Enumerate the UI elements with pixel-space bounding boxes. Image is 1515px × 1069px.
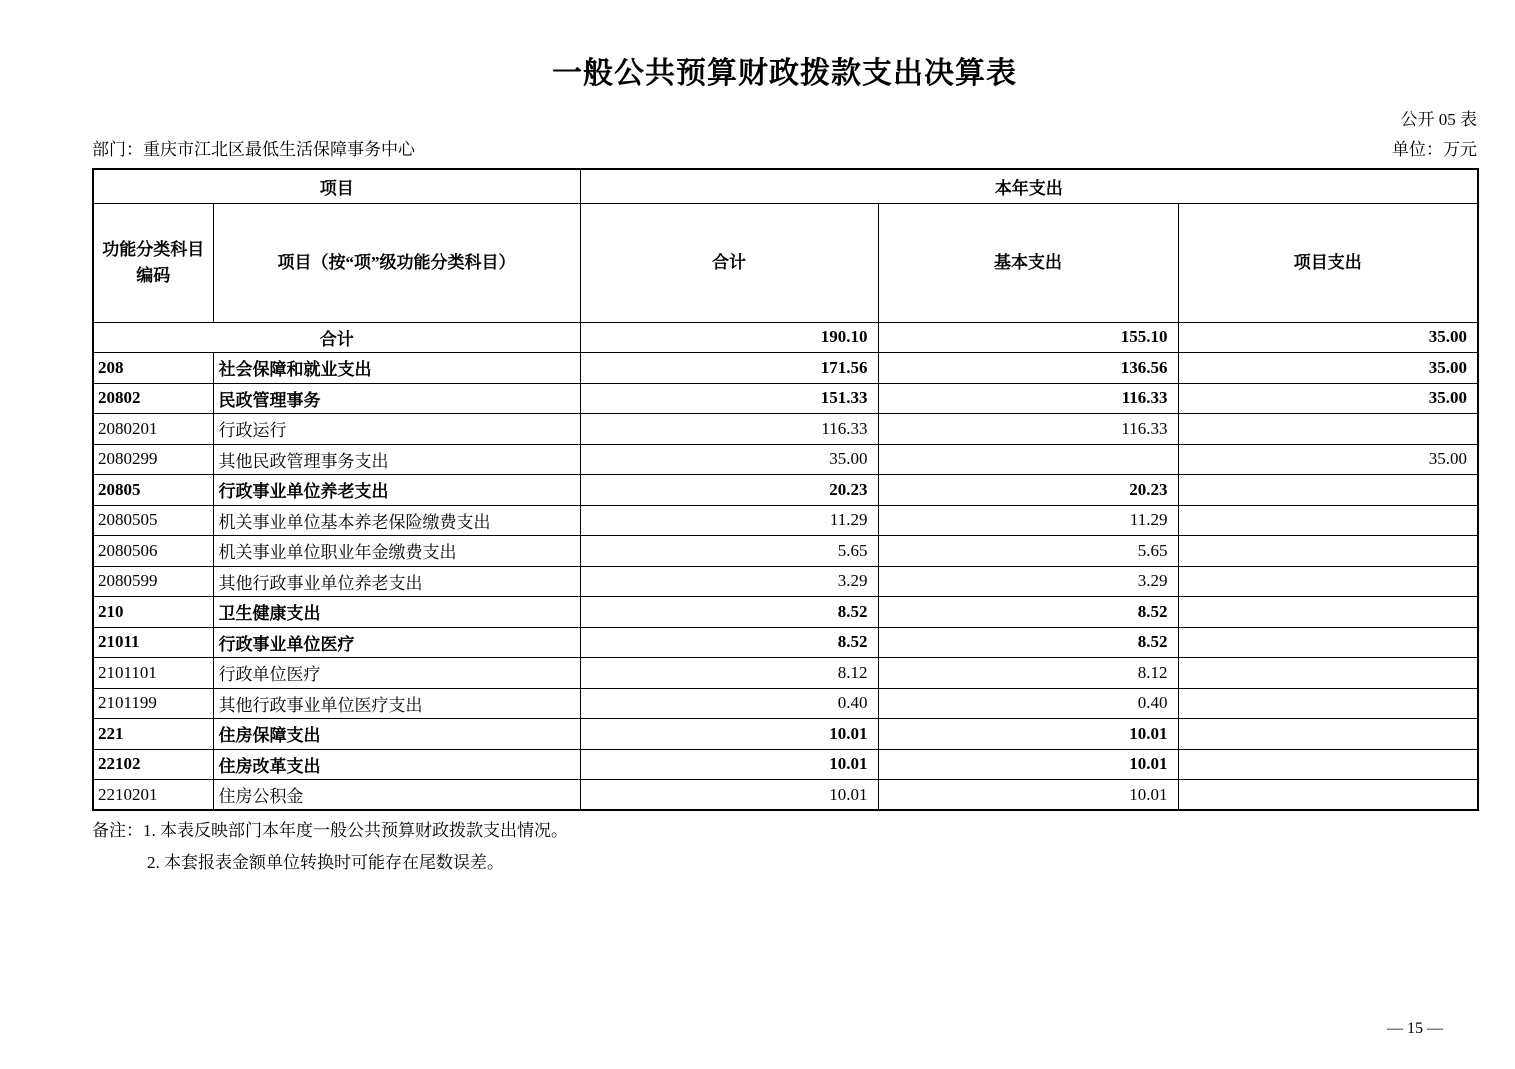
note-1-text: 1. 本表反映部门本年度一般公共预算财政拨款支出情况。	[143, 821, 568, 840]
table-row	[93, 566, 1478, 597]
row-code: 22102	[93, 749, 213, 780]
row-code: 208	[93, 353, 213, 384]
table-row	[93, 444, 1478, 475]
row-total-value: 8.52	[580, 597, 878, 628]
department-label: 部门：重庆市江北区最低生活保障事务中心	[92, 140, 415, 159]
row-total-value: 20.23	[580, 475, 878, 506]
row-basic-value: 3.29	[878, 566, 1178, 597]
row-project-value	[1178, 688, 1478, 719]
header-col-basic: 基本支出	[878, 203, 1178, 322]
row-project-value	[1178, 414, 1478, 445]
row-total-value: 0.40	[580, 688, 878, 719]
row-code: 2080299	[93, 444, 213, 475]
row-basic-value: 20.23	[878, 475, 1178, 506]
table-body	[93, 322, 1478, 810]
row-name: 卫生健康支出	[213, 597, 580, 628]
header-group-row	[93, 169, 1478, 203]
row-project-value: 35.00	[1178, 444, 1478, 475]
row-project-value	[1178, 749, 1478, 780]
row-code: 2101199	[93, 688, 213, 719]
row-name: 住房保障支出	[213, 719, 580, 750]
notes-prefix: 备注：	[92, 821, 143, 840]
table-header	[93, 169, 1478, 322]
row-basic-value: 10.01	[878, 719, 1178, 750]
table-row	[93, 719, 1478, 750]
table-row	[93, 597, 1478, 628]
meta-row	[92, 139, 1477, 161]
row-project-value: 35.00	[1178, 322, 1478, 353]
page-number: — 15 —	[1387, 1020, 1443, 1037]
row-name: 行政事业单位医疗	[213, 627, 580, 658]
note-line-2: 2. 本套报表金额单位转换时可能存在尾数误差。	[147, 853, 504, 872]
row-project-value	[1178, 536, 1478, 567]
row-project-value	[1178, 780, 1478, 811]
row-project-value	[1178, 719, 1478, 750]
table-code-label: 公开 05 表	[1400, 110, 1477, 129]
header-col-total: 合计	[580, 203, 878, 322]
row-total-value: 8.12	[580, 658, 878, 689]
table-row	[93, 414, 1478, 445]
header-col-project: 项目支出	[1178, 203, 1478, 322]
table-row	[93, 353, 1478, 384]
row-basic-value: 10.01	[878, 749, 1178, 780]
table-row	[93, 383, 1478, 414]
row-name: 合计	[93, 322, 580, 353]
row-name: 其他民政管理事务支出	[213, 444, 580, 475]
table-row	[93, 536, 1478, 567]
header-columns-row	[93, 203, 1478, 322]
row-basic-value: 116.33	[878, 414, 1178, 445]
row-name: 社会保障和就业支出	[213, 353, 580, 384]
row-total-value: 11.29	[580, 505, 878, 536]
row-name: 机关事业单位职业年金缴费支出	[213, 536, 580, 567]
unit-label: 单位：万元	[1392, 140, 1477, 159]
row-project-value	[1178, 475, 1478, 506]
row-basic-value: 11.29	[878, 505, 1178, 536]
row-basic-value: 8.52	[878, 627, 1178, 658]
row-name: 机关事业单位基本养老保险缴费支出	[213, 505, 580, 536]
header-col-code: 功能分类科目编码	[93, 203, 213, 322]
row-total-value: 151.33	[580, 383, 878, 414]
row-name: 行政运行	[213, 414, 580, 445]
row-project-value	[1178, 505, 1478, 536]
row-total-value: 190.10	[580, 322, 878, 353]
row-total-value: 10.01	[580, 749, 878, 780]
page-title: 一般公共预算财政拨款支出决算表	[552, 57, 1017, 90]
header-col-item: 项目（按“项”级功能分类科目）	[213, 203, 580, 322]
row-total-value: 35.00	[580, 444, 878, 475]
row-basic-value: 0.40	[878, 688, 1178, 719]
row-basic-value	[878, 444, 1178, 475]
row-code: 2080505	[93, 505, 213, 536]
row-basic-value: 116.33	[878, 383, 1178, 414]
row-project-value: 35.00	[1178, 353, 1478, 384]
row-code: 21011	[93, 627, 213, 658]
row-name: 住房公积金	[213, 780, 580, 811]
table-row	[93, 780, 1478, 811]
row-total-value: 3.29	[580, 566, 878, 597]
row-code: 2080201	[93, 414, 213, 445]
table-row	[93, 749, 1478, 780]
row-name: 民政管理事务	[213, 383, 580, 414]
row-project-value	[1178, 597, 1478, 628]
row-basic-value: 155.10	[878, 322, 1178, 353]
row-code: 221	[93, 719, 213, 750]
row-total-value: 171.56	[580, 353, 878, 384]
row-basic-value: 10.01	[878, 780, 1178, 811]
row-project-value: 35.00	[1178, 383, 1478, 414]
row-total-value: 10.01	[580, 719, 878, 750]
row-name: 其他行政事业单位养老支出	[213, 566, 580, 597]
row-code: 2101101	[93, 658, 213, 689]
table-row	[93, 322, 1478, 353]
note-line-1	[92, 820, 1477, 842]
table-row	[93, 627, 1478, 658]
table-row	[93, 505, 1478, 536]
row-total-value: 5.65	[580, 536, 878, 567]
row-name: 其他行政事业单位医疗支出	[213, 688, 580, 719]
header-group-year: 本年支出	[580, 169, 1478, 203]
row-total-value: 10.01	[580, 780, 878, 811]
row-code: 20805	[93, 475, 213, 506]
row-code: 20802	[93, 383, 213, 414]
row-basic-value: 5.65	[878, 536, 1178, 567]
row-basic-value: 136.56	[878, 353, 1178, 384]
row-code: 2080506	[93, 536, 213, 567]
row-name: 行政单位医疗	[213, 658, 580, 689]
row-code: 2210201	[93, 780, 213, 811]
notes-block	[92, 820, 1477, 874]
row-project-value	[1178, 627, 1478, 658]
row-total-value: 8.52	[580, 627, 878, 658]
row-code: 210	[93, 597, 213, 628]
row-code: 2080599	[93, 566, 213, 597]
row-project-value	[1178, 658, 1478, 689]
expenditure-table	[92, 168, 1479, 811]
table-row	[93, 475, 1478, 506]
row-name: 行政事业单位养老支出	[213, 475, 580, 506]
table-row	[93, 688, 1478, 719]
row-basic-value: 8.52	[878, 597, 1178, 628]
row-project-value	[1178, 566, 1478, 597]
row-basic-value: 8.12	[878, 658, 1178, 689]
table-row	[93, 658, 1478, 689]
row-name: 住房改革支出	[213, 749, 580, 780]
header-group-item: 项目	[93, 169, 580, 203]
row-total-value: 116.33	[580, 414, 878, 445]
